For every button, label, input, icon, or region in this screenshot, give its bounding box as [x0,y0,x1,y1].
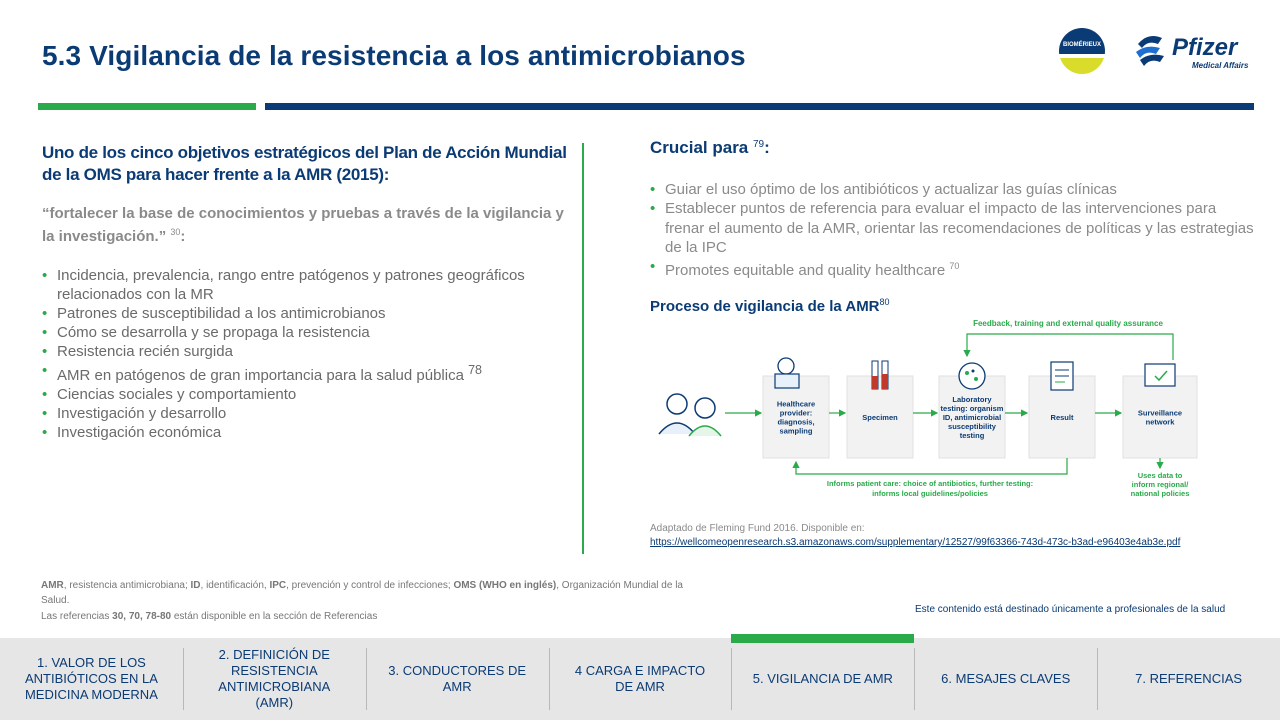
crucial-heading-text: Crucial para [650,138,749,157]
diagram-inform-label-1: Informs patient care: choice of antibiotics, further testing: [826,479,1034,488]
diagram-feedback-label: Feedback, training and external quality assurance [973,319,1163,328]
diagram-output-labels [1131,471,1190,498]
left-column [42,142,567,442]
source-text: Adaptado de Fleming Fund 2016. Disponible en: [650,523,865,534]
right-bullet: • Establecer puntos de referencia para evaluar el impacto de las intervenciones para frenar el aumento de la AMR, orientar las recomendaciones de políticas y las estrategias de la IPC [650,199,1255,257]
nav-tab-5[interactable] [731,638,914,720]
diagram-step-label: provider: [779,408,813,418]
who-quote-colon: : [180,228,186,245]
diagram-output-label: national policies [1130,489,1190,498]
source-link[interactable]: https://wellcomeopenresearch.s3.amazonaws.com/supplementary/12527/99f63366-743d-473c-b3ad-e96403e4ab3e.pdf [650,537,1181,548]
pfizer-swirl-icon [1132,30,1172,70]
diagram-inform-arrow [796,458,1067,474]
right-bullet: • Promotes equitable and quality healthcare $^{70}$ [650,257,1255,280]
diagram-step-label: susceptibility [948,422,996,431]
who-quote-ref: 30 [170,227,181,237]
left-bullet: • Cómo se desarrolla y se propaga la resistencia [42,323,567,342]
nav-tab-3[interactable] [366,638,549,720]
right-column [650,138,1255,280]
diagram-output-label: Uses data to [1137,471,1183,480]
diagram-output-label: inform regional/ [1131,480,1189,489]
who-quote-text: “fortalecer la base de conocimientos y pruebas a través de la vigilancia y la investigación.” [42,205,564,245]
diagram-step-label: testing: organism [940,404,1004,413]
left-bullet: • Resistencia recién surgida [42,342,567,361]
source-note [650,522,1180,550]
step-specimen [847,361,913,458]
crucial-heading: Crucial para $^{79}$: [650,138,770,157]
nav-tab-label: 6. MESAJES CLAVES [941,671,1071,686]
diagram-step-label: Healthcare [776,399,816,409]
nav-tab-label: 3. CONDUCTORES DE AMR [388,663,527,694]
column-divider [582,143,584,554]
diagram-step-label: Specimen [862,413,898,422]
left-bullet: • Investigación económica [42,423,567,442]
petri-dish-icon [959,363,985,389]
step-result [1029,362,1095,458]
left-bullet-list [42,266,567,442]
left-bullet: • Ciencias sociales y comportamiento [42,385,567,404]
header-accent-bar-navy [265,103,1254,110]
process-title [650,297,890,315]
right-bullet-list [650,180,1255,280]
diagram-feedback-arrow [967,334,1173,360]
nav-tab-label: 7. REFERENCIAS [1135,671,1243,686]
process-title-ref: 80 [879,297,890,307]
pfizer-wordmark: Pfizer [1172,34,1238,61]
left-bullet: • Incidencia, prevalencia, rango entre patógenos y patrones geográficos relacionados con la MR [42,266,567,304]
patients-icon [659,394,721,436]
nav-tab-label: 2. DEFINICIÓN DE RESISTENCIA ANTIMICROBIANA (AMR) [218,647,331,710]
left-bullet: • Investigación y desarrollo [42,404,567,423]
diagram-step-label: sampling [779,426,813,436]
abbreviations-footnote [41,578,691,624]
diagram-step-labels [777,395,1182,440]
references-line: Las referencias 30, 70, 78-80 están disponible en la sección de Referencias [41,611,378,622]
pfizer-logo [1132,30,1256,76]
crucial-heading-ref: 79 [753,139,765,150]
nav-tab-4[interactable] [549,638,732,720]
lead-heading: Uno de los cinco objetivos estratégicos del Plan de Acción Mundial de la OMS para hacer frente a la AMR (2015): [42,143,567,184]
who-quote [42,204,567,246]
doctor-icon [778,358,794,374]
nav-tab-6[interactable] [914,638,1097,720]
right-bullet: • Guiar el uso óptimo de los antibióticos y actualizar las guías clínicas [650,180,1255,199]
nav-tab-label: 5. VIGILANCIA DE AMR [752,671,893,686]
biomerieux-logo-text: BIOMÉRIEUX [1062,42,1101,48]
diagram-step-label: ID, antimicrobial [942,413,1002,422]
section-nav [0,638,1280,720]
nav-tab-1[interactable] [0,638,183,720]
diagram-step-label: Surveillance [1137,408,1183,418]
pfizer-subtitle: Medical Affairs [1192,61,1249,70]
nav-tab-2[interactable] [183,638,366,720]
nav-tab-7[interactable] [1097,638,1280,720]
diagram-step-label: diagnosis, [777,417,815,427]
diagram-step-label: Result [1050,413,1074,422]
amr-surveillance-diagram [655,316,1225,506]
monitor-check-icon [1145,364,1175,386]
header-accent-bar-green [38,103,256,110]
page-title: 5.3 Vigilancia de la resistencia a los antimicrobianos [42,40,746,71]
nav-tab-label: 1. VALOR DE LOS ANTIBIÓTICOS EN LA MEDICINA MODERNA [24,655,158,702]
diagram-step-label: network [1145,417,1175,427]
left-bullet: • AMR en patógenos de gran importancia para la salud pública $^{78}$ [42,361,567,385]
hcp-disclaimer: Este contenido está destinado únicamente a profesionales de la salud [915,604,1226,615]
nav-tab-label: 4 CARGA E IMPACTO DE AMR [574,663,706,694]
right-bullet-ref: 70 [949,261,960,272]
process-title-text: Proceso de vigilancia de la AMR [650,298,880,315]
left-bullet-ref: 78 [468,363,482,377]
diagram-step-label: testing [959,431,985,440]
diagram-step-label: Laboratory [952,395,992,404]
diagram-inform-label-2: informs local guidelines/policies [872,489,988,498]
abbreviations-line: AMR, resistencia antimicrobiana; ID, identificación, IPC, prevención y control de infecciones; OMS (WHO en inglés), Organización Mundial de la Salud. [41,580,683,606]
left-bullet: • Patrones de susceptibilidad a los antimicrobianos [42,304,567,323]
biomerieux-logo [1059,28,1105,74]
